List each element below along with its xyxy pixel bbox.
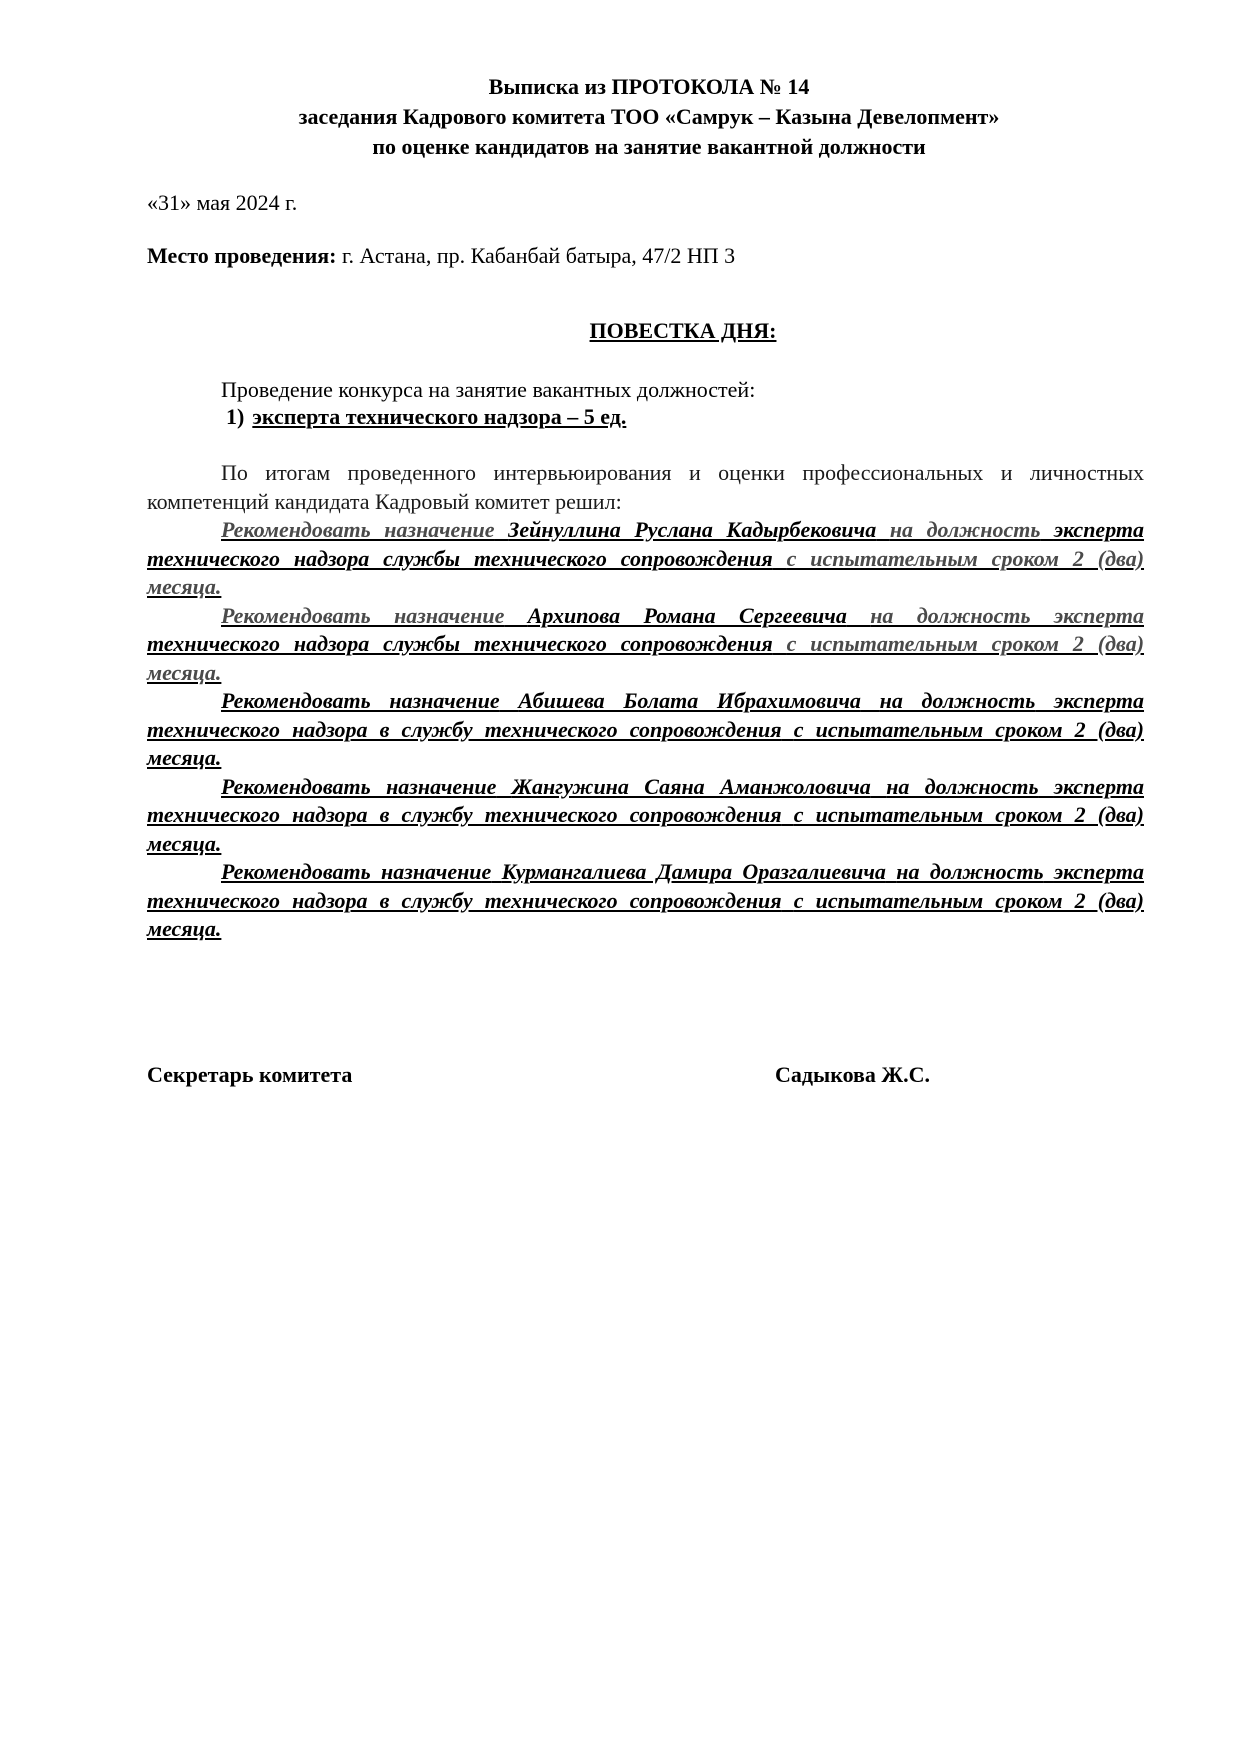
candidate-name: Абишева Болата Ибрахимовича <box>518 688 861 713</box>
document-header <box>0 72 1240 162</box>
meeting-place <box>147 243 735 269</box>
recommendation-suffix: с испытательным сроком 2 (два) месяца. <box>147 545 1145 599</box>
recommendation-middle: на должность <box>879 688 1036 713</box>
recommendation-paragraph <box>147 516 1144 602</box>
recommendation-suffix: с испытательным сроком 2 (два) месяца. <box>147 802 1144 856</box>
recommendation-prefix: Рекомендовать назначение <box>221 517 495 542</box>
candidate-name: Зейнуллина Руслана Кадырбековича <box>508 517 877 542</box>
recommendation-position: эксперта технического надзора в службу технического сопровождения <box>147 688 1145 742</box>
candidate-name: Курмангалиева Дамира Оразгалиевича <box>501 859 886 884</box>
agenda-item-text: эксперта технического надзора – 5 ед. <box>252 404 627 429</box>
recommendation-suffix: с испытательным сроком 2 (два) месяца. <box>147 887 1144 941</box>
decision-intro: По итогам проведенного интервьюирования и оценки профессиональных и личностных компетенций кандидата Кадровый комитет решил: <box>147 460 1144 514</box>
header-title: Выписка из ПРОТОКОЛА № 14 <box>488 74 810 99</box>
recommendation-paragraph <box>147 773 1144 859</box>
decision-block <box>147 459 1144 944</box>
recommendation-suffix: с испытательным сроком 2 (два) месяца. <box>147 716 1144 770</box>
recommendation-paragraph <box>147 602 1144 688</box>
signature-name: Садыкова Ж.С. <box>775 1062 931 1087</box>
header-subtitle-2: по оценке кандидатов на занятие вакантной должности <box>372 134 926 159</box>
place-label: Место проведения: <box>147 243 337 268</box>
recommendation-prefix: Рекомендовать назначение <box>221 602 505 628</box>
agenda-intro: Проведение конкурса на занятие вакантных должностей: <box>221 377 756 402</box>
recommendation-prefix: Рекомендовать назначение <box>221 688 500 713</box>
candidate-name: Жангужина Саяна Аманжоловича <box>511 773 871 799</box>
header-subtitle: заседания Кадрового комитета ТОО «Самрук – Казына Девелопмент» <box>298 104 1000 129</box>
candidate-name: Архипова Романа Сергеевича <box>527 602 847 628</box>
recommendation-position: эксперта технического надзора службы технического сопровождения <box>147 517 1145 571</box>
recommendation-paragraph <box>147 858 1144 944</box>
recommendation-suffix: с испытательным сроком 2 (два) месяца. <box>147 631 1145 685</box>
recommendation-position: эксперта технического надзора в службу технического сопровождения <box>147 859 1145 913</box>
meeting-date: «31» мая 2024 г. <box>147 190 298 215</box>
agenda-item-number: 1) <box>226 404 245 429</box>
recommendation-prefix: Рекомендовать назначение <box>221 773 497 799</box>
recommendation-middle: на должность <box>886 773 1039 799</box>
agenda-item <box>226 404 626 430</box>
recommendation-middle: на должность <box>889 517 1041 542</box>
recommendation-middle: на должность эксперта <box>870 602 1144 628</box>
recommendation-middle: на должность <box>896 859 1044 884</box>
recommendation-prefix: Рекомендовать назначение <box>221 859 492 884</box>
agenda-title: ПОВЕСТКА ДНЯ: <box>589 318 777 343</box>
signature-role: Секретарь комитета <box>147 1062 353 1087</box>
recommendation-position: эксперта технического надзора в службу технического сопровождения <box>147 773 1144 827</box>
recommendation-paragraph <box>147 687 1144 773</box>
recommendation-position: технического надзора службы технического сопровождения <box>147 631 773 656</box>
place-value: г. Астана, пр. Кабанбай батыра, 47/2 НП 3 <box>341 243 736 268</box>
